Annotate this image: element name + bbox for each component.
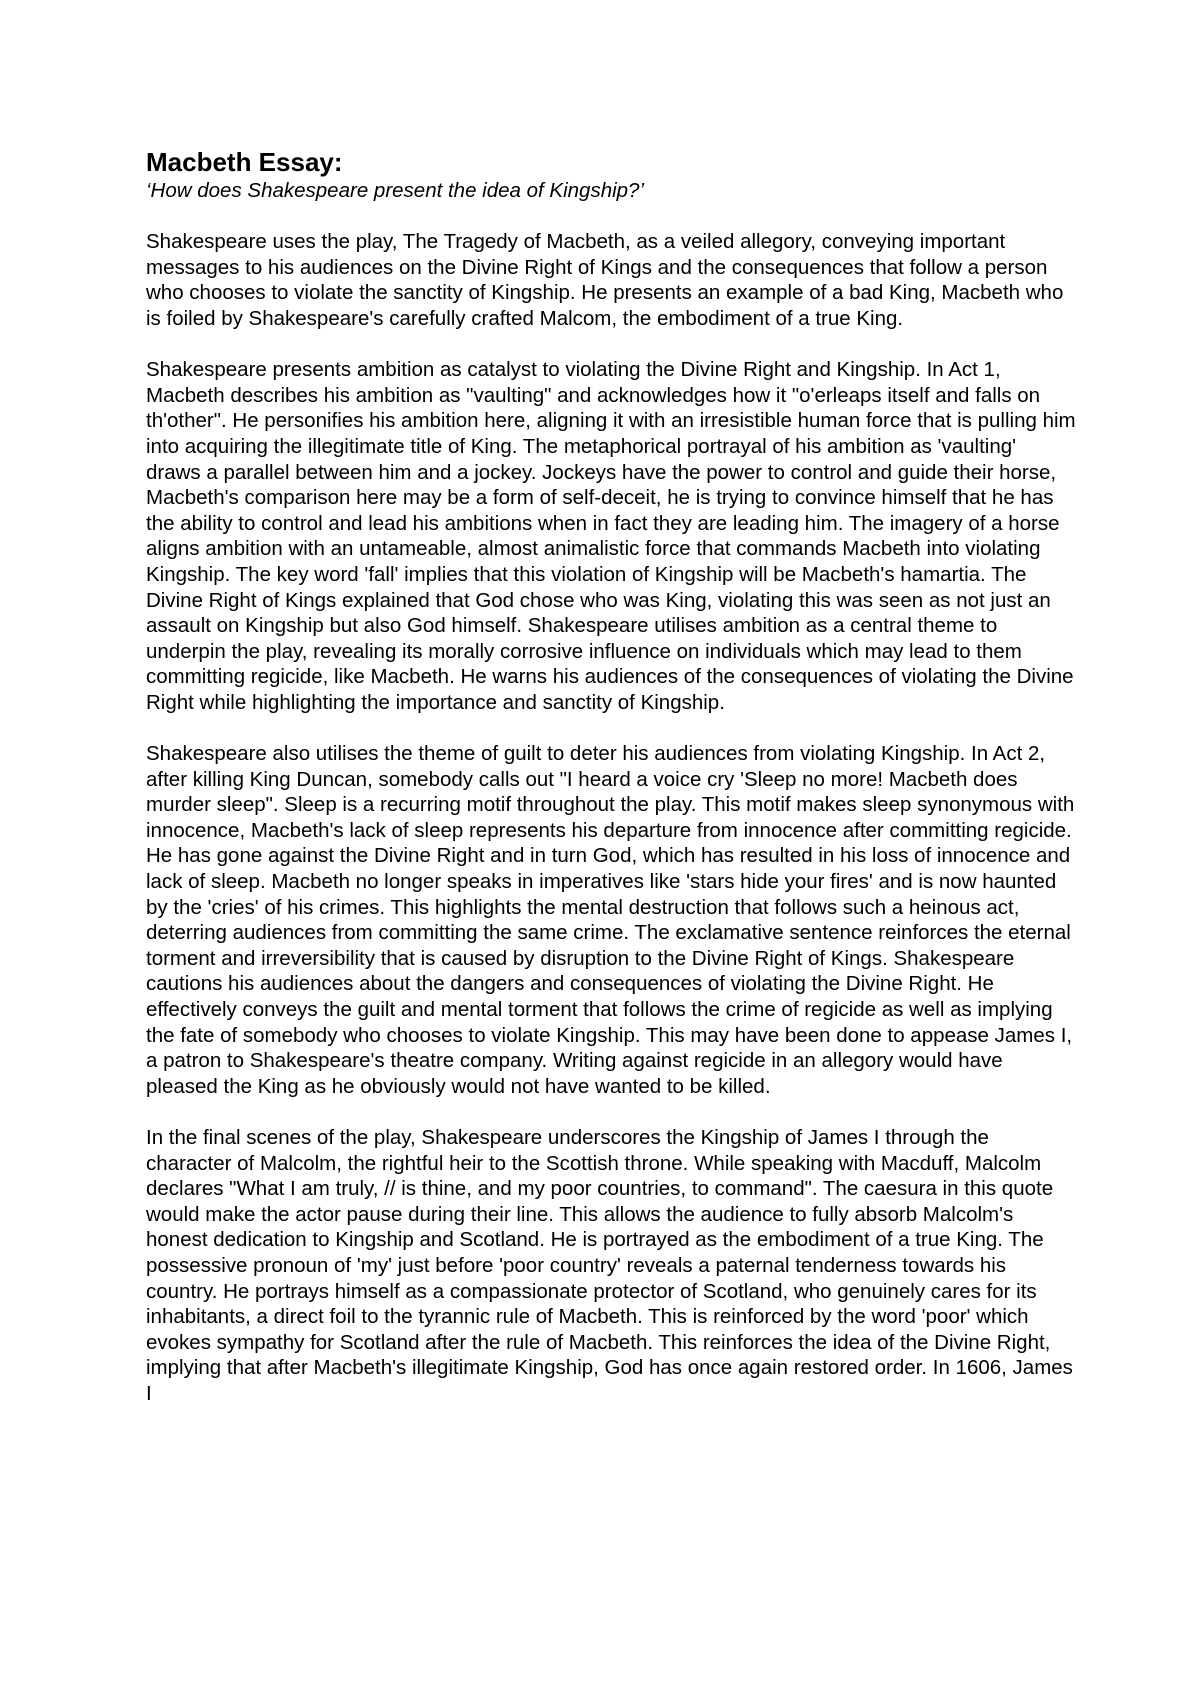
essay-title: Macbeth Essay: bbox=[146, 147, 343, 177]
essay-question: ‘How does Shakespeare present the idea of Kingship?’ bbox=[146, 179, 645, 202]
document-page bbox=[146, 146, 1076, 1432]
paragraph-malcolm: In the final scenes of the play, Shakespeare underscores the Kingship of James I through the character of Malcolm, the rightful heir to the Scottish throne. While speaking with Macduff, Malcolm declares "What I am truly, // is thine, and my poor countries, to command". The caesura in this quote would make the actor pause during their line. This allows the audience to fully absorb Malcolm's honest dedication to Kingship and Scotland. He is portrayed as the embodiment of a true King. The possessive pronoun of 'my' just before 'poor country' reveals a paternal tenderness towards his country. He portrays himself as a compassionate protector of Scotland, who genuinely cares for its inhabitants, a direct foil to the tyrannic rule of Macbeth. This is reinforced by the word 'poor' which evokes sympathy for Scotland after the rule of Macbeth. This reinforces the idea of the Divine Right, implying that after Macbeth's illegitimate Kingship, God has once again restored order. In 1606, James I bbox=[146, 1125, 1073, 1405]
paragraph-ambition: Shakespeare presents ambition as catalyst to violating the Divine Right and Kingship. In Act 1, Macbeth describes his ambition as "vaulting" and acknowledges how it "o'erleaps itself and falls on th'other". He personifies his ambition here, aligning it with an irresistible human force that is pulling him into acquiring the illegitimate title of King. The metaphorical portrayal of his ambition as 'vaulting' draws a parallel between him and a jockey. Jockeys have the power to control and guide their horse, Macbeth's comparison here may be a form of self-deceit, he is trying to convince himself that he has the ability to control and lead his ambitions when in fact they are leading him. The imagery of a horse aligns ambition with an untameable, almost animalistic force that commands Macbeth into violating Kingship. The key word 'fall' implies that this violation of Kingship will be Macbeth's hamartia. The Divine Right of Kings explained that God chose who was King, violating this was seen as not just an assault on Kingship but also God himself. Shakespeare utilises ambition as a central theme to underpin the play, revealing its morally corrosive influence on individuals which may lead to them committing regicide, like Macbeth. He warns his audiences of the consequences of violating the Divine Right while highlighting the importance and sanctity of Kingship. bbox=[146, 358, 1076, 714]
paragraph-intro: Shakespeare uses the play, The Tragedy of Macbeth, as a veiled allegory, conveying important messages to his audiences on the Divine Right of Kings and the consequences that follow a person who chooses to violate the sanctity of Kingship. He presents an example of a bad King, Macbeth who is foiled by Shakespeare's carefully crafted Malcom, the embodiment of a true King. bbox=[146, 230, 1064, 330]
paragraph-guilt: Shakespeare also utilises the theme of guilt to deter his audiences from violating Kingship. In Act 2, after killing King Duncan, somebody calls out "I heard a voice cry 'Sleep no more! Macbeth does murder sleep". Sleep is a recurring motif throughout the play. This motif makes sleep synonymous with innocence, Macbeth's lack of sleep represents his departure from innocence after committing regicide. He has gone against the Divine Right and in turn God, which has resulted in his loss of innocence and lack of sleep. Macbeth no longer speaks in imperatives like 'stars hide your fires' and is now haunted by the 'cries' of his crimes. This highlights the mental destruction that follows such a heinous act, deterring audiences from committing the same crime. The exclamative sentence reinforces the eternal torment and irreversibility that is caused by disruption to the Divine Right of Kings. Shakespeare cautions his audiences about the dangers and consequences of violating the Divine Right. He effectively conveys the guilt and mental torment that follows the crime of regicide as well as implying the fate of somebody who chooses to violate Kingship. This may have been done to appease James I, a patron to Shakespeare's theatre company. Writing against regicide in an allegory would have pleased the King as he obviously would not have wanted to be killed. bbox=[146, 742, 1075, 1098]
